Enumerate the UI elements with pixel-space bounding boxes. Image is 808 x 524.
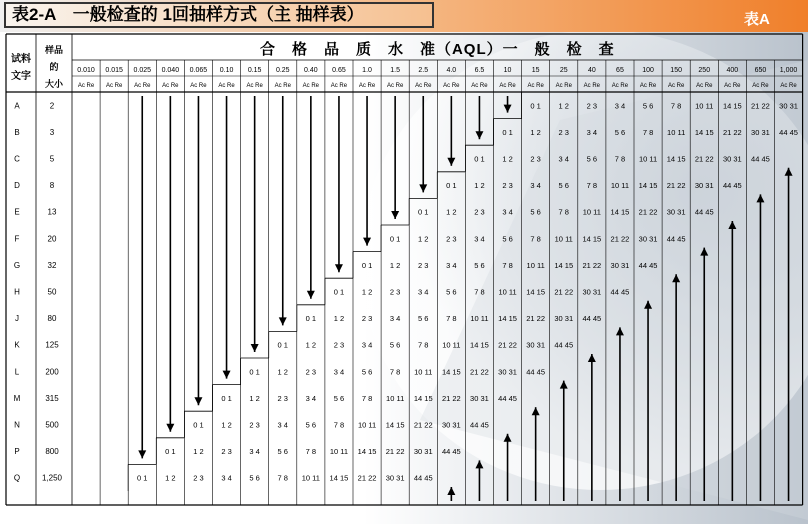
table-grid bbox=[6, 34, 803, 505]
row-letter: M bbox=[13, 393, 21, 403]
col-header-size: 大小 bbox=[44, 79, 64, 89]
aql-value: 2.5 bbox=[418, 67, 429, 74]
aql-value: 0.065 bbox=[189, 67, 208, 74]
acre-cell: 2 3 bbox=[474, 207, 485, 217]
acre-cell: 0 1 bbox=[530, 101, 541, 111]
acre-cell: 30 31 bbox=[470, 393, 489, 403]
acre-cell: 10 11 bbox=[442, 340, 461, 350]
acre-label: Ac Re bbox=[358, 83, 376, 89]
aql-value: 0.25 bbox=[275, 67, 290, 74]
acre-cell: 30 31 bbox=[582, 287, 602, 297]
acre-cell: 2 3 bbox=[446, 234, 457, 244]
acre-cell: 1 2 bbox=[277, 367, 288, 377]
row-letter: D bbox=[14, 181, 20, 191]
acre-label: Ac Re bbox=[527, 83, 544, 89]
aql-value: 1,000 bbox=[779, 67, 798, 74]
acre-cell: 5 6 bbox=[333, 393, 345, 403]
acre-label: Ac Re bbox=[696, 83, 713, 89]
acre-cell: 30 31 bbox=[385, 473, 405, 483]
acre-cell: 1 2 bbox=[446, 207, 457, 217]
acre-cell: 0 1 bbox=[305, 314, 317, 324]
acre-cell: 0 1 bbox=[361, 260, 373, 270]
down-arrow-head bbox=[223, 371, 231, 379]
acre-cell: 5 6 bbox=[249, 473, 260, 483]
acre-cell: 14 15 bbox=[666, 154, 686, 164]
acre-cell: 14 15 bbox=[638, 181, 658, 191]
acre-cell: 1 2 bbox=[474, 181, 485, 191]
acre-cell: 10 11 bbox=[582, 207, 601, 217]
acre-cell: 2 3 bbox=[558, 127, 569, 137]
down-arrow-head bbox=[391, 211, 399, 219]
acre-cell: 7 8 bbox=[418, 340, 429, 350]
aql-value: 0.10 bbox=[219, 67, 234, 74]
row-letter: L bbox=[14, 367, 20, 377]
aql-value: 400 bbox=[726, 67, 739, 74]
acre-label: Ac Re bbox=[611, 83, 629, 89]
row-letter: K bbox=[14, 340, 20, 350]
acre-cell: 7 8 bbox=[446, 314, 457, 324]
acre-cell: 2 3 bbox=[305, 367, 317, 377]
up-arrow-head bbox=[475, 460, 483, 468]
acre-cell: 30 31 bbox=[722, 154, 742, 164]
acre-label: Ac Re bbox=[134, 83, 151, 89]
acre-cell: 10 11 bbox=[526, 260, 545, 270]
up-arrow-head bbox=[532, 407, 540, 415]
acre-cell: 10 11 bbox=[301, 473, 320, 483]
acre-label: Ac Re bbox=[77, 83, 95, 89]
acre-cell: 3 4 bbox=[389, 314, 401, 324]
acre-cell: 14 15 bbox=[526, 287, 546, 297]
acre-cell: 1 2 bbox=[193, 447, 204, 457]
acre-label: Ac Re bbox=[471, 83, 488, 89]
row-letter: E bbox=[14, 207, 20, 217]
aql-value: 150 bbox=[670, 67, 682, 74]
acre-cell: 1 2 bbox=[530, 127, 541, 137]
acre-cell: 2 3 bbox=[193, 473, 204, 483]
down-arrow-head bbox=[279, 317, 287, 325]
acre-cell: 7 8 bbox=[670, 101, 682, 111]
acre-cell: 21 22 bbox=[470, 367, 489, 377]
acre-cell: 7 8 bbox=[305, 447, 317, 457]
row-sample-size: 13 bbox=[47, 207, 57, 217]
acre-cell: 44 45 bbox=[554, 340, 574, 350]
row-sample-size: 80 bbox=[47, 314, 57, 324]
acre-cell: 30 31 bbox=[554, 314, 574, 324]
aql-value: 250 bbox=[698, 67, 711, 74]
acre-cell: 14 15 bbox=[470, 340, 489, 350]
acre-cell: 5 6 bbox=[586, 154, 598, 164]
acre-cell: 2 3 bbox=[502, 181, 513, 191]
acre-cell: 10 11 bbox=[386, 393, 405, 403]
acre-cell: 7 8 bbox=[530, 234, 541, 244]
acre-cell: 5 6 bbox=[558, 181, 569, 191]
acre-cell: 2 3 bbox=[418, 260, 429, 270]
acre-cell: 3 4 bbox=[221, 473, 232, 483]
acre-cell: 10 11 bbox=[470, 314, 489, 324]
aql-value: 1.0 bbox=[362, 67, 372, 74]
acre-label: Ac Re bbox=[190, 83, 207, 89]
acre-cell: 14 15 bbox=[582, 234, 602, 244]
acre-cell: 7 8 bbox=[642, 127, 654, 137]
acre-cell: 5 6 bbox=[361, 367, 373, 377]
acre-cell: 30 31 bbox=[441, 420, 461, 430]
acre-cell: 30 31 bbox=[610, 260, 630, 270]
acre-cell: 21 22 bbox=[666, 181, 686, 191]
row-letter: G bbox=[13, 260, 21, 270]
acre-cell: 5 6 bbox=[389, 340, 401, 350]
aql-value: 4.0 bbox=[446, 67, 457, 74]
acre-cell: 44 45 bbox=[694, 207, 714, 217]
acre-label: Ac Re bbox=[780, 83, 797, 89]
acre-label: Ac Re bbox=[162, 83, 179, 89]
acre-cell: 14 15 bbox=[413, 393, 433, 403]
acre-cell: 0 1 bbox=[221, 393, 232, 403]
acre-cell: 44 45 bbox=[526, 367, 546, 377]
acre-cell: 21 22 bbox=[722, 127, 742, 137]
up-arrow-head bbox=[504, 434, 512, 442]
acre-cell: 21 22 bbox=[413, 420, 433, 430]
acre-label: Ac Re bbox=[218, 83, 235, 89]
row-letter: N bbox=[14, 420, 20, 430]
aql-value: 15 bbox=[531, 67, 540, 74]
acre-cell: 30 31 bbox=[694, 181, 714, 191]
down-arrow-head bbox=[419, 184, 427, 192]
acre-cell: 2 3 bbox=[389, 287, 401, 297]
acre-cell: 1 2 bbox=[418, 234, 429, 244]
table-badge: 表A bbox=[744, 11, 770, 28]
acre-cell: 1 2 bbox=[305, 340, 317, 350]
down-arrow-head bbox=[194, 397, 202, 405]
acre-cell: 1 2 bbox=[221, 420, 232, 430]
row-letter: P bbox=[14, 447, 20, 457]
aql-value: 6.5 bbox=[474, 67, 485, 74]
acre-cell: 1 2 bbox=[165, 473, 176, 483]
acre-cell: 30 31 bbox=[413, 447, 433, 457]
acre-cell: 0 1 bbox=[165, 447, 176, 457]
acre-cell: 10 11 bbox=[357, 420, 377, 430]
acre-cell: 3 4 bbox=[361, 340, 373, 350]
row-sample-size: 8 bbox=[49, 181, 55, 191]
row-sample-size: 1,250 bbox=[41, 473, 63, 483]
row-letter: J bbox=[15, 314, 19, 324]
acre-label: Ac Re bbox=[302, 83, 320, 89]
acre-cell: 30 31 bbox=[779, 101, 798, 111]
row-sample-size: 500 bbox=[45, 420, 59, 430]
acre-label: Ac Re bbox=[246, 83, 263, 89]
acre-cell: 1 2 bbox=[249, 393, 260, 403]
acre-label: Ac Re bbox=[667, 83, 685, 89]
row-sample-size: 5 bbox=[49, 154, 55, 164]
col-header-letter: 文字 bbox=[11, 71, 31, 82]
acre-cell: 21 22 bbox=[638, 207, 658, 217]
acre-cell: 0 1 bbox=[277, 340, 288, 350]
up-arrow-head bbox=[785, 168, 793, 176]
acre-label: Ac Re bbox=[330, 83, 348, 89]
acre-cell: 21 22 bbox=[441, 393, 461, 403]
acre-label: Ac Re bbox=[555, 83, 572, 89]
acre-cell: 2 3 bbox=[333, 340, 345, 350]
aql-value: 650 bbox=[754, 67, 767, 74]
up-arrow-head bbox=[644, 301, 652, 309]
col-header-size: 样品 bbox=[44, 45, 64, 55]
down-arrow-head bbox=[166, 424, 174, 432]
acre-cell: 3 4 bbox=[586, 127, 598, 137]
acre-cell: 3 4 bbox=[614, 101, 626, 111]
acre-cell: 7 8 bbox=[502, 260, 513, 270]
acre-cell: 30 31 bbox=[638, 234, 658, 244]
acre-cell: 44 45 bbox=[498, 393, 517, 403]
up-arrow-head bbox=[672, 274, 680, 282]
acre-cell: 1 2 bbox=[361, 287, 373, 297]
acre-cell: 44 45 bbox=[638, 260, 658, 270]
acre-cell: 21 22 bbox=[498, 340, 517, 350]
row-sample-size: 2 bbox=[49, 101, 55, 111]
acre-cell: 1 2 bbox=[502, 154, 513, 164]
acre-cell: 10 11 bbox=[329, 447, 349, 457]
acre-cell: 0 1 bbox=[502, 127, 513, 137]
row-letter: H bbox=[14, 287, 20, 297]
row-sample-size: 315 bbox=[45, 393, 59, 403]
row-letter: C bbox=[14, 154, 20, 164]
acre-cell: 14 15 bbox=[722, 101, 742, 111]
up-arrow-head bbox=[616, 327, 624, 335]
up-arrow-head bbox=[447, 487, 455, 495]
down-arrow-head bbox=[504, 105, 512, 113]
acre-cell: 10 11 bbox=[695, 101, 714, 111]
acre-cell: 7 8 bbox=[277, 473, 288, 483]
acre-label: Ac Re bbox=[639, 83, 657, 89]
row-letter: A bbox=[14, 101, 20, 111]
acre-cell: 10 11 bbox=[498, 287, 517, 297]
up-arrow-head bbox=[560, 381, 568, 389]
acre-cell: 0 1 bbox=[418, 207, 429, 217]
aql-value: 0.015 bbox=[105, 67, 123, 74]
acre-cell: 14 15 bbox=[441, 367, 461, 377]
acre-cell: 30 31 bbox=[751, 127, 770, 137]
page-title: 表2-A 一般检查的 1回抽样方式（主 抽样表） bbox=[4, 2, 434, 28]
acre-label: Ac Re bbox=[583, 83, 601, 89]
acre-cell: 7 8 bbox=[333, 420, 345, 430]
acre-cell: 3 4 bbox=[502, 207, 513, 217]
acre-cell: 7 8 bbox=[361, 393, 373, 403]
acre-cell: 21 22 bbox=[526, 314, 546, 324]
acre-cell: 0 1 bbox=[193, 420, 204, 430]
acre-cell: 0 1 bbox=[446, 181, 457, 191]
acre-cell: 5 6 bbox=[530, 207, 541, 217]
aql-value: 10 bbox=[503, 67, 512, 74]
row-sample-size: 32 bbox=[47, 260, 57, 270]
acre-cell: 21 22 bbox=[385, 447, 405, 457]
col-header-letter: 试料 bbox=[11, 54, 31, 65]
acre-cell: 44 45 bbox=[751, 154, 770, 164]
acre-cell: 5 6 bbox=[277, 447, 288, 457]
acre-cell: 0 1 bbox=[333, 287, 345, 297]
aql-value: 0.010 bbox=[77, 67, 95, 74]
up-arrow-head bbox=[756, 194, 764, 202]
row-letter: B bbox=[14, 127, 20, 137]
acre-cell: 44 45 bbox=[779, 127, 798, 137]
acre-cell: 7 8 bbox=[614, 154, 626, 164]
acre-cell: 10 11 bbox=[610, 181, 630, 191]
acre-label: Ac Re bbox=[105, 83, 123, 89]
acre-cell: 0 1 bbox=[249, 367, 260, 377]
acre-cell: 14 15 bbox=[694, 127, 714, 137]
acre-label: Ac Re bbox=[386, 83, 404, 89]
acre-cell: 14 15 bbox=[610, 207, 630, 217]
row-letter: Q bbox=[13, 473, 21, 483]
down-arrow-head bbox=[138, 450, 146, 458]
acre-cell: 14 15 bbox=[385, 420, 405, 430]
aql-value: 40 bbox=[587, 67, 596, 74]
aql-value: 25 bbox=[559, 67, 568, 74]
acre-cell: 7 8 bbox=[474, 287, 485, 297]
acre-label: Ac Re bbox=[274, 83, 291, 89]
acre-cell: 30 31 bbox=[526, 340, 546, 350]
acre-cell: 0 1 bbox=[137, 473, 148, 483]
acre-cell: 21 22 bbox=[751, 101, 770, 111]
down-arrow-head bbox=[447, 158, 455, 166]
acre-cell: 44 45 bbox=[413, 473, 433, 483]
aql-value: 0.65 bbox=[332, 67, 346, 74]
acre-cell: 5 6 bbox=[614, 127, 626, 137]
acre-cell: 30 31 bbox=[666, 207, 686, 217]
acre-cell: 5 6 bbox=[502, 234, 513, 244]
row-sample-size: 125 bbox=[45, 340, 59, 350]
acre-cell: 7 8 bbox=[586, 181, 598, 191]
acre-label: Ac Re bbox=[499, 83, 516, 89]
up-arrow-head bbox=[588, 354, 596, 362]
row-sample-size: 50 bbox=[47, 287, 57, 297]
down-arrow-head bbox=[335, 264, 343, 272]
acre-cell: 30 31 bbox=[498, 367, 517, 377]
acre-cell: 2 3 bbox=[277, 393, 288, 403]
acre-cell: 5 6 bbox=[446, 287, 457, 297]
row-sample-size: 800 bbox=[45, 447, 59, 457]
acre-cell: 2 3 bbox=[530, 154, 541, 164]
acre-cell: 1 2 bbox=[389, 260, 401, 270]
down-arrow-head bbox=[307, 291, 315, 299]
aql-value: 100 bbox=[642, 67, 654, 74]
up-arrow-head bbox=[700, 248, 708, 256]
acre-cell: 21 22 bbox=[554, 287, 574, 297]
acre-cell: 5 6 bbox=[305, 420, 317, 430]
row-letter: F bbox=[14, 234, 20, 244]
acre-cell: 44 45 bbox=[441, 447, 461, 457]
acre-cell: 1 2 bbox=[558, 101, 569, 111]
aql-value: 0.40 bbox=[304, 67, 318, 74]
acre-cell: 14 15 bbox=[554, 260, 574, 270]
acre-cell: 44 45 bbox=[582, 314, 602, 324]
acre-cell: 10 11 bbox=[638, 154, 658, 164]
acre-cell: 14 15 bbox=[498, 314, 517, 324]
acre-cell: 10 11 bbox=[554, 234, 573, 244]
acre-cell: 1 2 bbox=[333, 314, 345, 324]
aql-value: 1.5 bbox=[390, 67, 401, 74]
acre-cell: 7 8 bbox=[389, 367, 401, 377]
acre-cell: 21 22 bbox=[694, 154, 714, 164]
acre-cell: 0 1 bbox=[474, 154, 485, 164]
acre-cell: 10 11 bbox=[667, 127, 686, 137]
acre-cell: 3 4 bbox=[418, 287, 429, 297]
down-arrow-head bbox=[475, 131, 483, 139]
acre-cell: 2 3 bbox=[361, 314, 373, 324]
acre-cell: 10 11 bbox=[414, 367, 433, 377]
aql-value: 0.025 bbox=[133, 67, 152, 74]
acre-cell: 5 6 bbox=[418, 314, 429, 324]
row-sample-size: 20 bbox=[47, 234, 57, 244]
acre-cell: 44 45 bbox=[722, 181, 742, 191]
acre-cell: 3 4 bbox=[446, 260, 457, 270]
acre-cell: 14 15 bbox=[357, 447, 377, 457]
col-header-size: 的 bbox=[49, 62, 59, 72]
acre-cell: 3 4 bbox=[333, 367, 345, 377]
acre-cell: 2 3 bbox=[586, 101, 598, 111]
table-text bbox=[11, 40, 798, 483]
aql-value: 0.15 bbox=[247, 67, 262, 74]
acre-cell: 21 22 bbox=[610, 234, 630, 244]
acre-cell: 5 6 bbox=[474, 260, 485, 270]
acre-cell: 44 45 bbox=[610, 287, 630, 297]
acre-cell: 7 8 bbox=[558, 207, 569, 217]
aql-value: 65 bbox=[616, 67, 624, 74]
acre-cell: 3 4 bbox=[277, 420, 288, 430]
acre-cell: 21 22 bbox=[582, 260, 602, 270]
acre-label: Ac Re bbox=[415, 83, 432, 89]
aql-span-title: 合 格 品 质 水 准（AQL）一 般 检 查 bbox=[259, 41, 615, 58]
up-arrow-head bbox=[728, 221, 736, 229]
acre-cell: 2 3 bbox=[221, 447, 232, 457]
row-sample-size: 200 bbox=[45, 367, 59, 377]
acre-label: Ac Re bbox=[724, 83, 741, 89]
down-arrow-head bbox=[251, 344, 259, 352]
acre-cell: 44 45 bbox=[666, 234, 686, 244]
acre-cell: 21 22 bbox=[357, 473, 377, 483]
aql-value: 0.040 bbox=[161, 67, 180, 74]
acre-cell: 3 4 bbox=[474, 234, 485, 244]
acre-label: Ac Re bbox=[443, 83, 460, 89]
acre-cell: 0 1 bbox=[389, 234, 401, 244]
row-sample-size: 3 bbox=[49, 127, 55, 137]
acre-cell: 3 4 bbox=[249, 447, 260, 457]
acre-cell: 5 6 bbox=[642, 101, 654, 111]
down-arrow-head bbox=[363, 238, 371, 246]
acre-cell: 2 3 bbox=[249, 420, 260, 430]
acre-cell: 44 45 bbox=[470, 420, 489, 430]
acre-cell: 3 4 bbox=[305, 393, 317, 403]
acre-cell: 3 4 bbox=[558, 154, 569, 164]
acre-cell: 3 4 bbox=[530, 181, 541, 191]
acre-label: Ac Re bbox=[752, 83, 769, 89]
acre-cell: 14 15 bbox=[329, 473, 349, 483]
